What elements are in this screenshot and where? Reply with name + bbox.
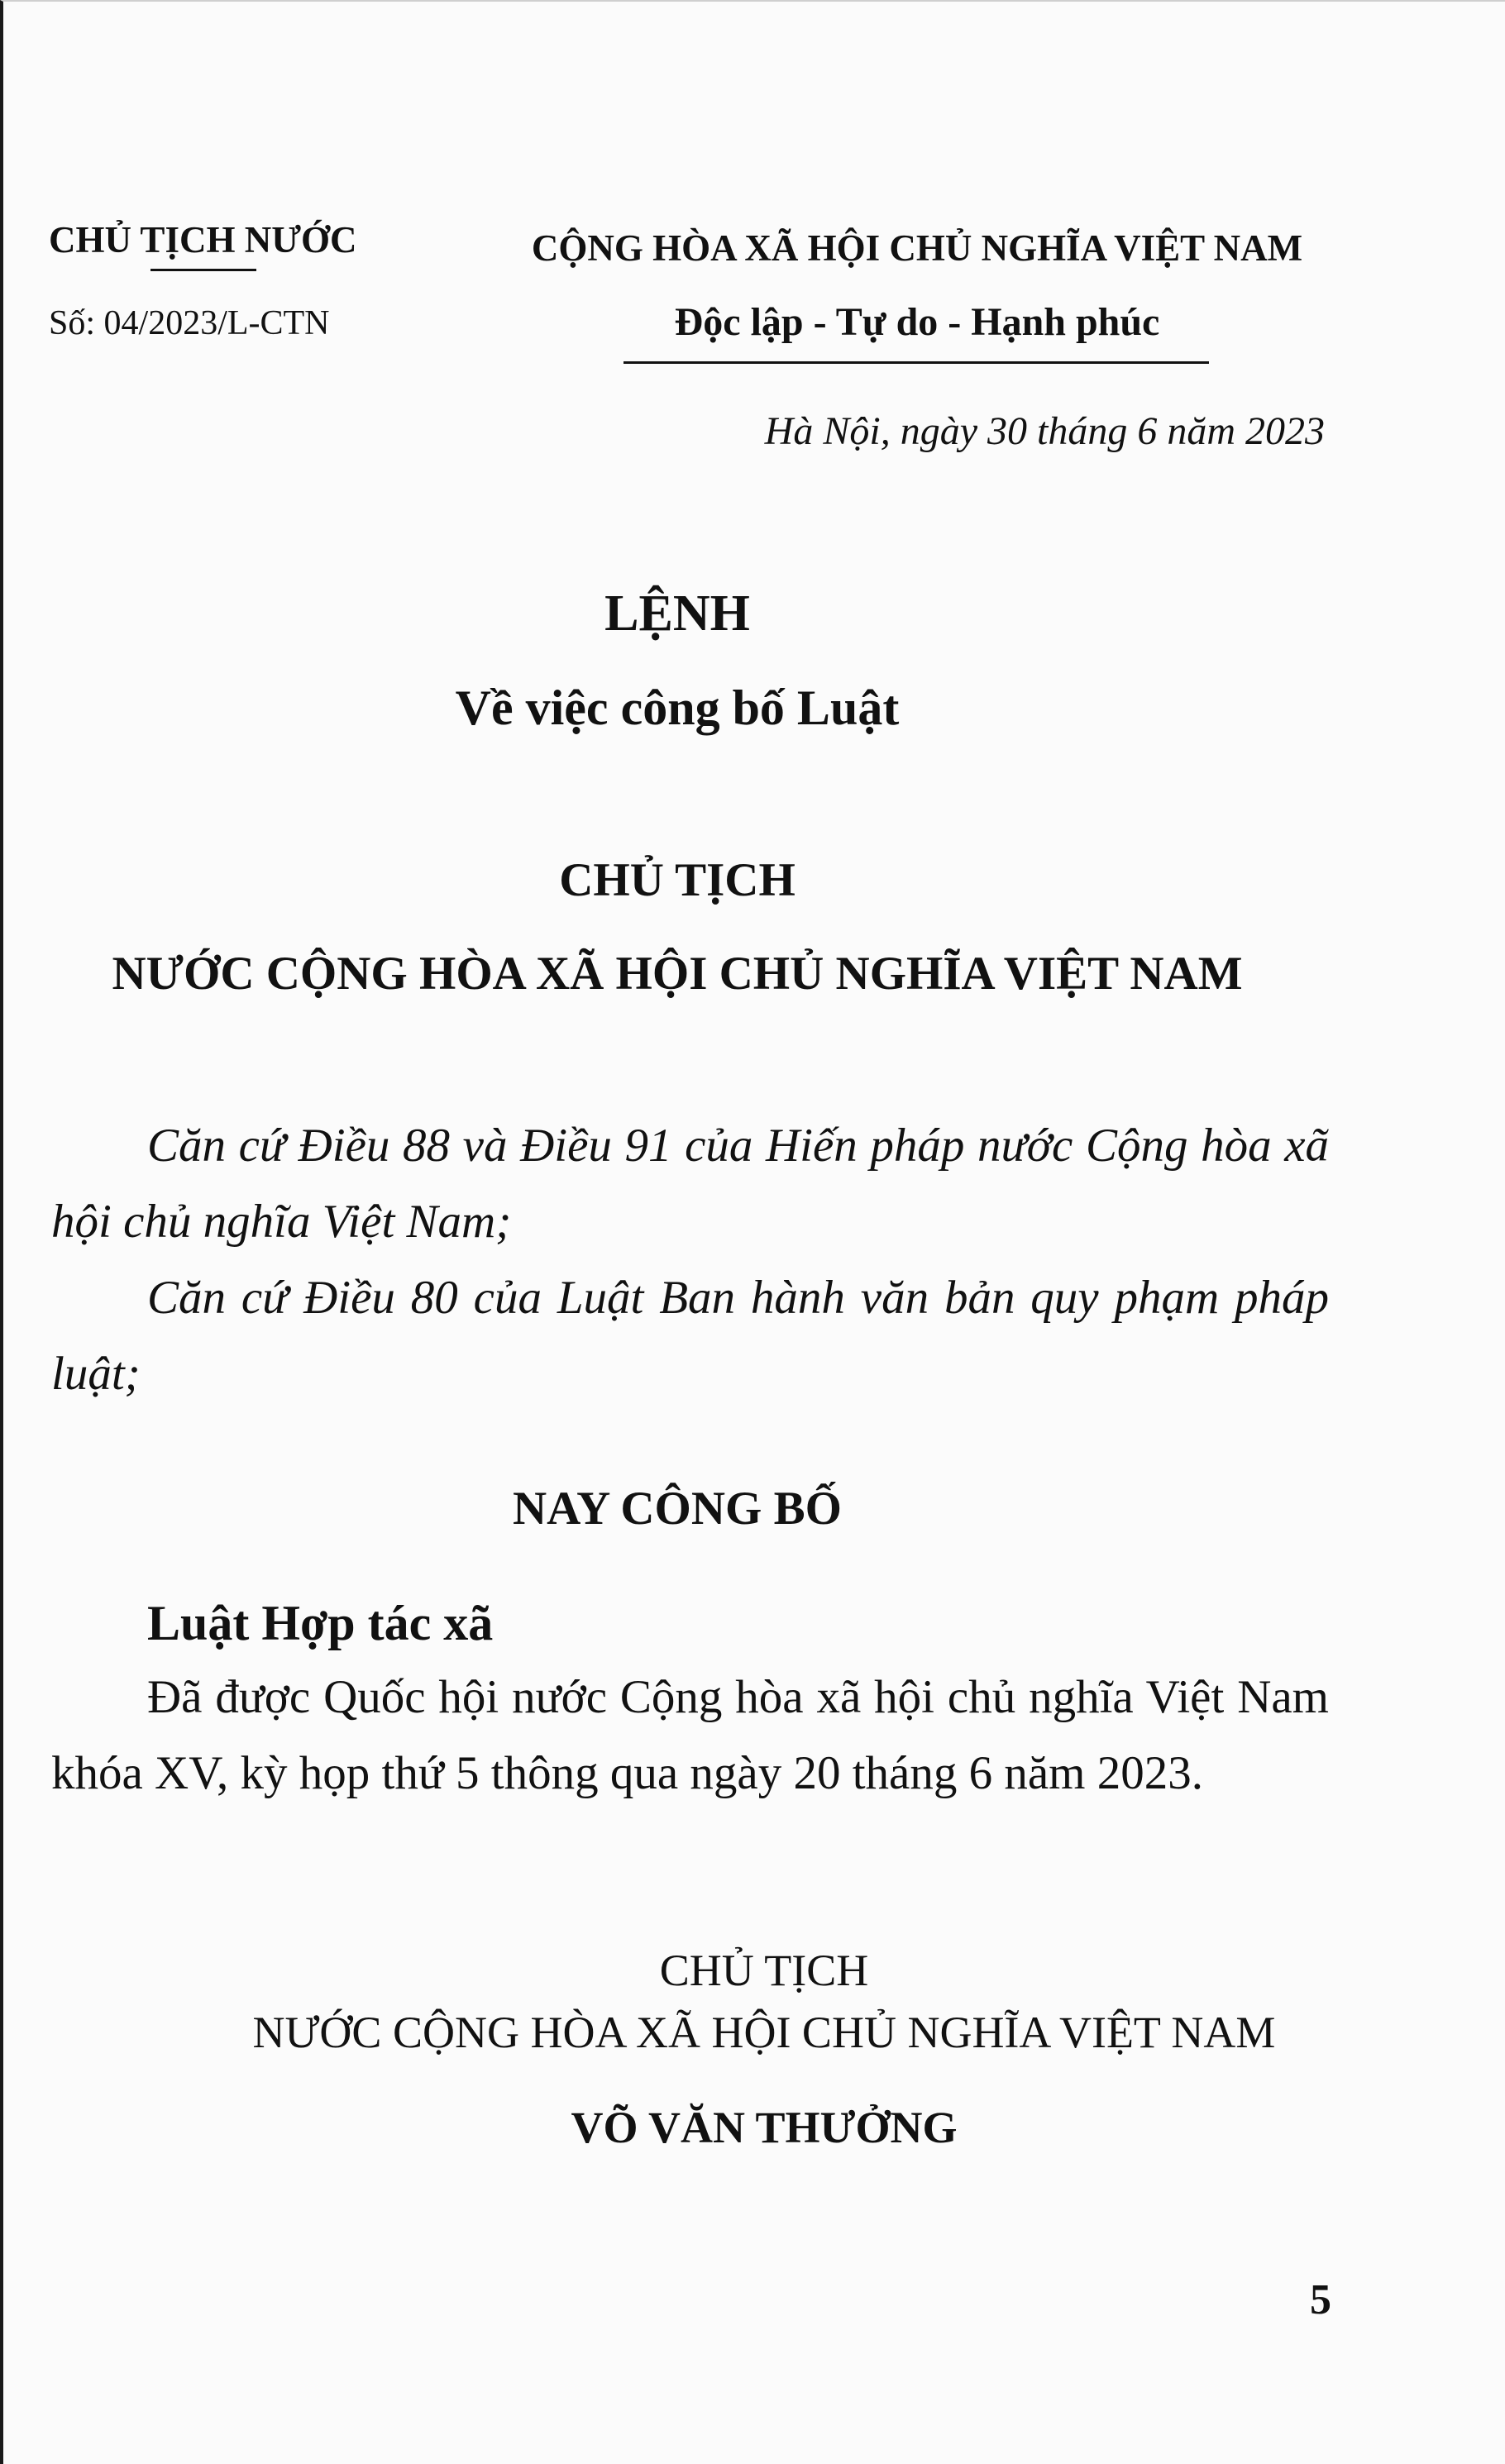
issuer-label: CHỦ TỊCH NƯỚC [49, 219, 357, 260]
document-subtitle: Về việc công bố Luật [455, 680, 900, 735]
page-number: 5 [1310, 2276, 1331, 2323]
national-motto: Độc lập - Tự do - Hạnh phúc [674, 300, 1160, 344]
authority-line-2: NƯỚC CỘNG HÒA XÃ HỘI CHỦ NGHĨA VIỆT NAM [112, 948, 1243, 1000]
legal-basis-2: Căn cứ Điều 80 của Luật Ban hành văn bản quy phạm pháp luật; [51, 1272, 1329, 1400]
issuer-underline [150, 269, 256, 271]
legal-basis-1: Căn cứ Điều 88 và Điều 91 của Hiến pháp nước Cộng hòa xã hội chủ nghĩa Việt Nam; [51, 1120, 1329, 1248]
signature-title-2: NƯỚC CỘNG HÒA XÃ HỘI CHỦ NGHĨA VIỆT NAM [252, 2008, 1276, 2057]
motto-underline [624, 361, 1209, 364]
signatory-name: VÕ VĂN THƯỞNG [571, 2103, 958, 2152]
signature-title-1: CHỦ TỊCH [659, 1946, 869, 1995]
announce-body: Đã được Quốc hội nước Cộng hòa xã hội chủ nghĩa Việt Nam khóa XV, kỳ họp thứ 5 thông qua ngày 20 tháng 6 năm 2023. [51, 1671, 1329, 1799]
announce-heading: NAY CÔNG BỐ [513, 1483, 842, 1535]
place-date: Hà Nội, ngày 30 tháng 6 năm 2023 [764, 409, 1325, 453]
nation-name: CỘNG HÒA XÃ HỘI CHỦ NGHĨA VIỆT NAM [531, 227, 1303, 269]
document-number: Số: 04/2023/L-CTN [49, 304, 330, 342]
authority-line-1: CHỦ TỊCH [559, 854, 796, 906]
law-name: Luật Hợp tác xã [147, 1596, 494, 1650]
document-title: LỆNH [604, 585, 750, 642]
